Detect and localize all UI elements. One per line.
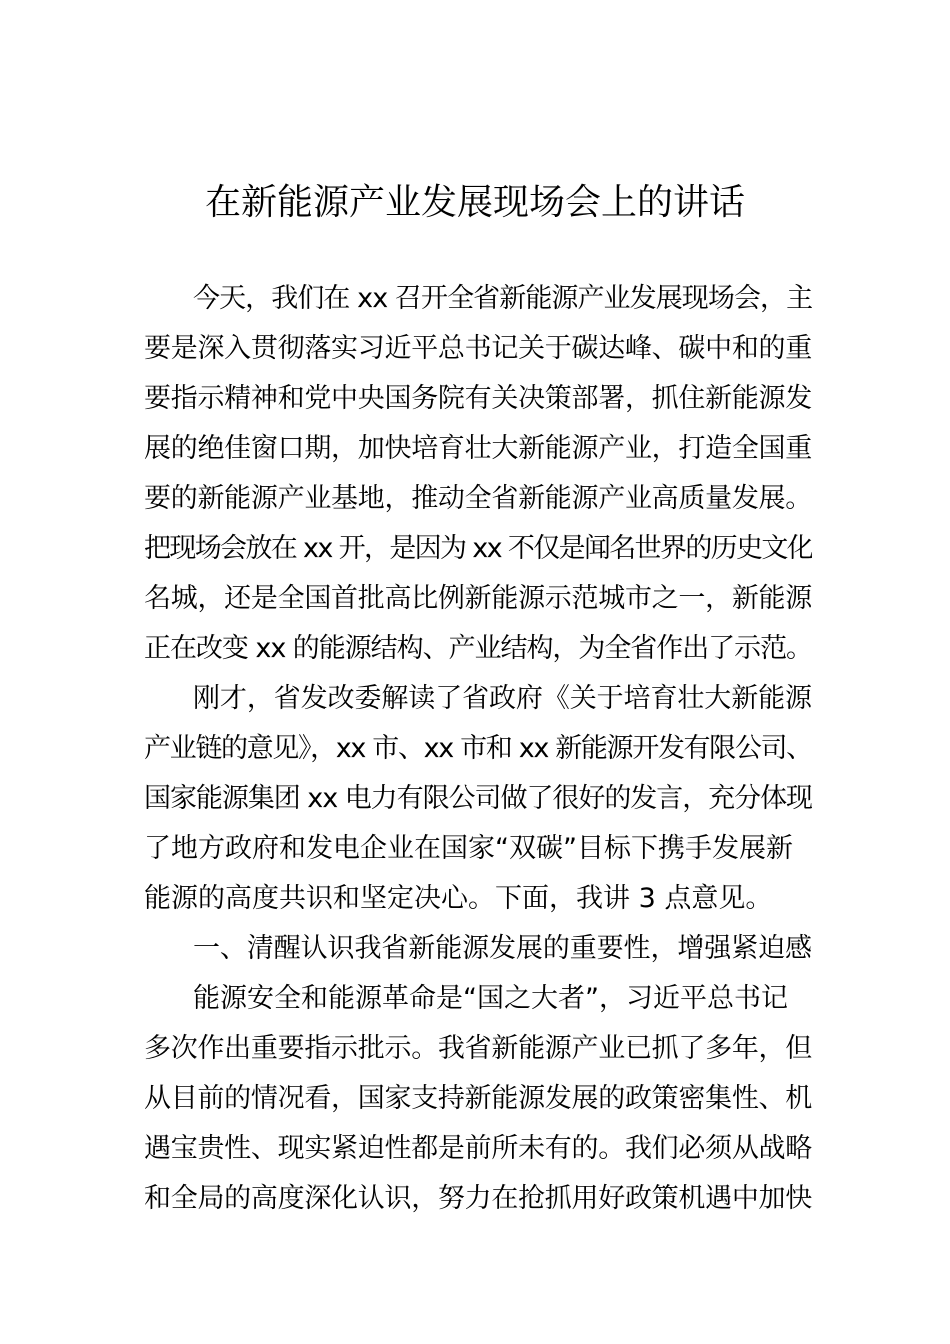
paragraph-line: 和全局的高度深化认识，努力在抢抓用好政策机遇中加快 [144, 1183, 812, 1214]
paragraph-line: 遇宝贵性、现实紧迫性都是前所未有的。我们必须从战略 [144, 1133, 812, 1164]
paragraph-line: 名城，还是全国首批高比例新能源示范城市之一，新能源 [144, 583, 812, 614]
paragraph-line: 国家能源集团 xx 电力有限公司做了很好的发言，充分体现 [144, 783, 812, 814]
paragraph-line: 今天，我们在 xx 召开全省新能源产业发展现场会，主 [193, 283, 812, 314]
section-heading: 一、清醒认识我省新能源发展的重要性，增强紧迫感 [193, 933, 812, 964]
paragraph-line: 要指示精神和党中央国务院有关决策部署，抓住新能源发 [144, 383, 812, 414]
paragraph-line: 刚才，省发改委解读了省政府《关于培育壮大新能源 [193, 683, 812, 714]
paragraph-line: 正在改变 xx 的能源结构、产业结构，为全省作出了示范。 [144, 633, 812, 664]
paragraph-line: 展的绝佳窗口期，加快培育壮大新能源产业，打造全国重 [144, 433, 812, 464]
paragraph-line: 从目前的情况看，国家支持新能源发展的政策密集性、机 [144, 1083, 812, 1114]
paragraph-line: 要是深入贯彻落实习近平总书记关于碳达峰、碳中和的重 [144, 333, 812, 364]
paragraph-line: 能源安全和能源革命是“国之大者”，习近平总书记 [193, 983, 788, 1014]
paragraph-line: 把现场会放在 xx 开，是因为 xx 不仅是闻名世界的历史文化 [144, 533, 812, 564]
paragraph-line: 多次作出重要指示批示。我省新能源产业已抓了多年，但 [144, 1033, 812, 1064]
paragraph-line: 能源的高度共识和坚定决心。下面，我讲 3 点意见。 [144, 883, 773, 914]
paragraph-line: 要的新能源产业基地，推动全省新能源产业高质量发展。 [144, 483, 812, 514]
paragraph-line: 了地方政府和发电企业在国家“双碳”目标下携手发展新 [144, 833, 793, 864]
document-title: 在新能源产业发展现场会上的讲话 [204, 182, 745, 223]
paragraph-line: 产业链的意见》，xx 市、xx 市和 xx 新能源开发有限公司、 [144, 733, 812, 764]
